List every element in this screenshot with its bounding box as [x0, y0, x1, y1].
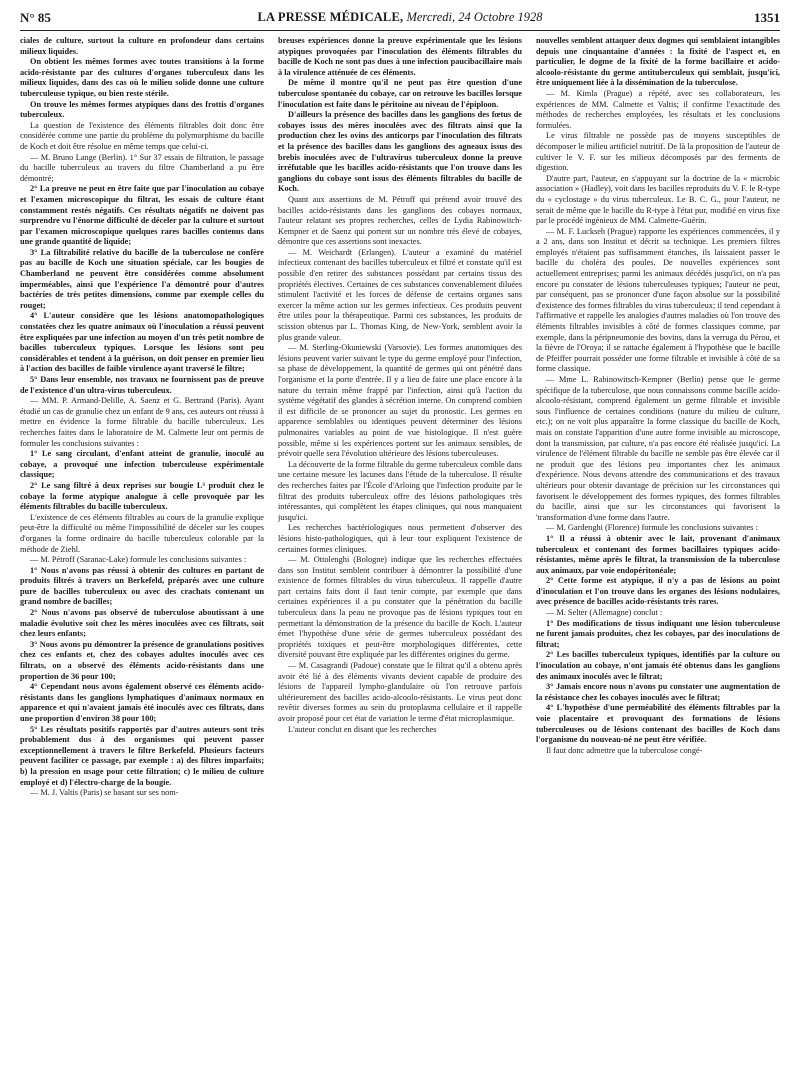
paragraph: 5° Dans leur ensemble, nos travaux ne fournissent pas de preuve de l'existence d'un ultra-virus tuberculeux.	[20, 375, 264, 395]
paragraph: 3° Jamais encore nous n'avons pu constater une augmentation de la résistance chez les cobayes inoculés avec le filtrat;	[536, 682, 780, 702]
column-3	[536, 36, 780, 1070]
paragraph: — M. Sterling-Okuniewski (Varsovie). Les formes anatomiques des lésions peuvent varier suivant le type du germe employé pour l'infection, sa phase de développement, la quantité de germes qui ont pénétré dans l'organisme et la porte d'entrée. Il y a lieu de faire une place encore à la nature du terrain même frappé par l'infection, ainsi qu'à l'action du système végétatif des glandes à sécrétion interne. On comprend combien il est difficile de se prononcer au sujet du pronostic. Les germes en apparence semblables ou identiques peuvent déterminer des lésions pulmonaires variables au point de vue histologique. Il n'est guère possible, même si les expériences portent sur les animaux sensibles, de prévoir quelle sera l'évolution ultérieure des lésions tuberculeuses.	[278, 343, 522, 459]
paragraph: 5° Les résultats positifs rapportés par d'autres auteurs sont très probablement dus à des organismes qui peuvent passer exceptionnellement à travers le filtre Berkefeld. Plusieurs facteurs peuvent faciliter ce passage, par exemple : a) des filtres imparfaits; b) la pression en usage pour cette filtration; c) le milieu de culture employé et d) l'électro-charge de la bougie.	[20, 724, 264, 787]
paragraph: — Mme L. Rabinowitsch-Kempner (Berlin) pense que le germe spécifique de la tuberculose, que nous connaissons comme bacille acido-alcoolo-résistant, comprend également un germe filtrable et invisible sous l'influence de certaines conditions (nature du milieu de culture, etc.); on ne voit plus apparaître la forme classique du bacille de Koch, mais on constate l'apparition d'une autre forme invisible au microscope, dont la transmission, par culture, n'a pas encore été réalisée jusqu'ici. La virulence de l'élément filtrable du bacille ne semble pas être élevée car il ne produit que des lésions peu importantes chez les animaux d'expérience. Nous devons attendre des communications et des travaux ultérieurs pour obtenir davantage de précision sur les circonstances qui favorisent le développement des formes typiques, des formes filtrables du bacille, ainsi que sur les circonstances qui favorisent la 'transformation d'une forme dans l'autre.	[536, 375, 780, 522]
paragraph: 2° Nous n'avons pas observé de tuberculose aboutissant à une maladie évolutive soit chez les mères inoculées avec ces filtrats, soit chez leurs enfants;	[20, 608, 264, 639]
issue-date: Mercredi, 24 Octobre 1928	[406, 10, 543, 24]
header-rule	[20, 30, 780, 31]
paragraph: breuses expériences donne la preuve expérimentale que les lésions atypiques provoquées par l'inoculation des éléments filtrables du bacille de Koch ne sont pas dues à une infection paucibacillaire mais à la virulence atténuée de ces éléments.	[278, 36, 522, 77]
issue-number: N° 85	[20, 10, 51, 25]
paragraph: On trouve les mêmes formes atypiques dans des frottis d'organes tuberculeux.	[20, 99, 264, 120]
paragraph: On obtient les mêmes formes avec toutes transitions à la forme acido-résistante par des cultures d'organes tuberculeux dans les milieux liquides, dans des cas où le milieu solide donne une culture tuberculeuse typique, ou bien reste stérile.	[20, 57, 264, 98]
journal-masthead	[20, 10, 780, 25]
paragraph: De même il montre qu'il ne peut pas être question d'une tuberculose spontanée du cobaye, car on retrouve les bacilles lorsque l'inoculation est faite dans le péritoine au niveau de l'épiploon.	[278, 78, 522, 109]
column-1	[20, 36, 264, 1070]
paragraph: 1° Des modifications de tissus indiquant une lésion tuberculeuse ne furent jamais produites, chez les cobayes, par des inoculations de filtrat;	[536, 618, 780, 649]
paragraph: — M. Pétroff (Saranac-Lake) formule les conclusions suivantes :	[30, 555, 247, 565]
paragraph: La question de l'existence des éléments filtrables doit donc être considérée comme une partie du problème du polymorphisme du bacille de Koch et doit être résolue en même temps que celui-ci.	[20, 120, 264, 151]
paragraph: 3° La filtrabilité relative du bacille de la tuberculose ne confère pas au bacille de Koch une situation spéciale, car les bougies de Chamberland ne peuvent être considérées comme absolument imperméables, ainsi que l'expérience l'a démontré pour d'autres bactéries de très petites dimensions, comme par exemple celles du rouget;	[20, 247, 264, 310]
paragraph: D'autre part, l'auteur, en s'appuyant sur la doctrine de la « microbic association » (Hadley), voit dans les bacilles reproduits du V. F. le R-type du « cyclostage » du virus tuberculeux. Le B. C. G., pour l'auteur, ne serait de même que le bacille du R-type à l'état pur, modifié en virus fixe par le procédé ingénieux de MM. Calmette-Guérin.	[536, 173, 780, 226]
paragraph: La découverte de la forme filtrable du germe tuberculeux comble dans une certaine mesure les lacunes dans l'étude de la tuberculose. Il résulte des recherches faites par l'École d'Arloing que l'infection produite par le filtrat des produits tuberculeux offre des lésions pathologiques très intéressantes, qui complètent les étapes cliniques, qui nous manquaient jusqu'ici.	[278, 459, 522, 522]
page-number: 1351	[754, 10, 780, 25]
paragraph: 1° Nous n'avons pas réussi à obtenir des cultures en partant de produits filtrés à travers un Berkefeld, préparés avec une culture pure de bacilles tuberculeux ou avec des crachats contenant un grand nombre de bacilles;	[20, 565, 264, 607]
column-2	[278, 36, 522, 1070]
paragraph: 3° Nous avons pu démontrer la présence de granulations positives chez ces enfants et, chez des cobayes adultes inoculés avec ces filtrats, on a observé des éléments acido-résistants dans une proportion de 36 pour 100;	[20, 639, 264, 681]
paragraph: Les recherches bactériologiques nous permettent d'observer des lésions histo-pathologiques, qui à leur tour expliquent l'existence de certaines formes cliniques.	[278, 523, 522, 554]
paragraph: Le virus filtrable ne possède pas de moyens susceptibles de décomposer le milieu artificiel nutritif. De là la proposition de l'auteur de cultiver le V. F. sur les milieux décomposés par des ferments de digestion.	[536, 131, 780, 173]
paragraph: 2° La preuve ne peut en être faite que par l'inoculation au cobaye et l'examen microscopique du filtrat, les essais de culture étant constamment restés négatifs. Ces résultats négatifs ne doivent pas surprendre vu l'énorme difficulté de déceler par la culture et surtout par l'examen microscopique quelques rares bacilles contenus dans une grande quantité de liquide;	[20, 184, 264, 247]
paragraph: — M. Gardenghi (Florence) formule les conclusions suivantes :	[546, 523, 758, 533]
paragraph: — M. Weichardt (Erlangen). L'auteur a examiné du matériel infectieux contenant des bacilles tuberculeux et filtré et constate qu'il est possible d'en retirer des substances possédant par certains tissus des propriétés électives. Certaines de ces substances convenablement diluées stimulent l'activité et les forces de défense de certains organes sans exercer la même action sur les germes infectieux. Ces produits peuvent être utiles pour la thérapeutique. Parmi ces substances, les produits de scission obtenus par L. Thomas King, de New-York, semblent avoir la plus grande valeur.	[278, 247, 522, 342]
paragraph: 2° Les bacilles tuberculeux typiques, identifiés par la culture ou l'inoculation au cobaye, n'ont jamais été obtenus dans les ganglions des animaux inoculés avec le filtrat;	[536, 650, 780, 681]
paragraph: Il faut donc admettre que la tuberculose congé-	[546, 745, 703, 755]
paragraph: — M. Casagrandi (Padoue) constate que le filtrat qu'il a obtenu après avoir été lié à des éléments vivants devient capable de produire des lésions de l'appareil lympho-glandulaire où l'on retrouve parfois ultérieurement des bacilles acido-alcoolo-résistants. Le virus peut donc revêtir diverses formes au sein du protoplasma cellulaire et il rappelle avoir proposé pour cet état de variation le terme d'état microplasmique.	[278, 661, 522, 723]
paragraph: — M. F. Luckseh (Prague) rapporte les expériences commencées, il y a 2 ans, dans son Institut et décrit sa technique. Les premiers filtres employés n'étaient pas suffisamment étanches, ils laissaient passer le bacille du choléra des poules. De nouvelles expériences sont actuellement entreprises; parmi les animaux décédés jusqu'ici, on n'a pas encore pu constater de lésions tuberculeuses typiques; l'auteur ne peut, par conséquent, pas se prononcer d'une façon absolue sur la possibilité d'existence des formes filtrables du virus tuberculeux; il tend cependant à l'affirmative et rappelle les analogies d'autres maladies où l'on trouve des éléments filtrables invisibles à côté de formes classiques comme, par exemple, dans la péripneumonie des bovins, dans la verruga du Pérou, et la fièvre de l'Oroya; il se rattache également à l'hypothèse que le bacille de Pfeiffer pourrait posséder une forme filtrable et invisible à côté de sa forme classique.	[536, 226, 780, 374]
paragraph: — M. Selter (Allemagne) conclut :	[546, 608, 663, 618]
paragraph: — M. Kimla (Prague) a répété, avec ses collaborateurs, les expériences de MM. Calmette et Valtis; il confirme l'exactitude des méthodes de recherches employées, les résultats et les conclusions formulées.	[536, 88, 780, 130]
paragraph: 2° Le sang filtré à deux reprises sur bougie L³ produit chez le cobaye la forme atypique analogue à celle provoquée par les éléments filtrables du bacille tuberculeux.	[20, 480, 264, 512]
paragraph: 4° Cependant nous avons également observé ces éléments acido-résistants dans les ganglions lymphatiques d'animaux normaux en apparence et qui n'avaient jamais été inoculés avec ces filtrats, dans une proportion d'environ 38 pour 100;	[20, 682, 264, 723]
paragraph: 4° L'hypothèse d'une perméabilité des éléments filtrables par la voie placentaire et provoquant des formations de lésions tuberculeuses ou de lésions contenant des bacilles de Koch dans l'organisme du nouveau-né ne peut être vérifiée.	[536, 703, 780, 745]
paragraph: ciales de culture, surtout la culture en profondeur dans certains milieux liquides.	[20, 36, 264, 56]
paragraph: 4° L'auteur considère que les lésions anatomopathologiques constatées chez les quatre animaux où l'inoculation a réussi peuvent être expliquées par une infection au moyen d'un très petit nombre de bacilles tuberculeux typiques. Lorsque les lésions sont peu considérables et tendent à la guérison, on doit penser en premier lieu à l'action des bacilles de faible virulence ayant traversé le filtre;	[20, 311, 264, 374]
paragraph: D'ailleurs la présence des bacilles dans les ganglions des fœtus de cobayes issus des mères inoculées avec des filtrats ainsi que la production chez les ovins des anticorps par l'inoculation des filtrats et la présence des bacilles dans les ganglions des agneaux issus des brebis inoculées avec de l'ultravirus tuberculeux donne la preuve irréfutable que les bacilles acido-résistants que l'on trouve dans les ganglions du cobaye sont issus des éléments filtrables du bacille de Koch.	[278, 110, 522, 194]
paragraph: 1° Il a réussi à obtenir avec le lait, provenant d'animaux tuberculeux et contenant des formes bacillaires typiques acido-résistantes, même après le filtrat, la transmission de la tuberculose aux animaux, par voie endopéritonéale;	[536, 533, 780, 575]
paragraph: nouvelles semblent attaquer deux dogmes qui semblaient intangibles depuis une cinquantaine d'années : la fixité de l'aspect et, en particulier, le dogme de la fixité de la forme bacillaire et acido-alcoolo-résistante du germe antituberculeux qui semblait, jusqu'ici, être uniquement liée à la dissémination de la tuberculose.	[536, 36, 780, 88]
paragraph: 2° Cette forme est atypique, il n'y a pas de lésions au point d'inoculation et l'on trouve dans les organes des lésions nodulaires, avec présence de bacilles acido-résistants très rares.	[536, 576, 780, 607]
paragraph: L'existence de ces éléments filtrables au cours de la granulie explique peut-être la difficulté ou même l'impossibilité de déceler sur les coupes d'organes la forme ordinaire du bacille tuberculeux colorable par la méthode de Ziehl.	[20, 512, 264, 554]
paragraph: — M. Ottolenghi (Bologne) indique que les recherches effectuées dans son Institut semblent contribuer à démontrer la possibilité d'une existence de formes filtrables du virus tuberculeux. Il rappelle d'autre part certains faits dont il faut tenir compte, par exemple que dans certaines expériences il a pu constater que la pénétration du bacille tuberculeux dans la peau ne provoque pas de lésions typiques tout en permettant la démonstration de la présence du bacille de Koch. L'auteur émet l'hypothèse d'une série de germes tuberculeux possédant des propriétés toxiques et peut-être morphologiques différentes, cette diversité pouvant être expliquée par les différentes origines du germe.	[278, 555, 522, 660]
paragraph: — M. J. Valtis (Paris) se basant sur ses nom-	[30, 788, 179, 798]
paragraph: — M. Bruno Lange (Berlin). 1° Sur 37 essais de filtration, le passage du bacille tuberculeux au travers du filtre Chamberland a pu être démontré;	[20, 152, 264, 183]
journal-title: LA PRESSE MÉDICALE,	[257, 10, 404, 24]
paragraph: — MM. P. Armand-Delille, A. Saenz et G. Bertrand (Paris). Ayant étudié un cas de granulie chez un enfant de 9 ans, ces auteurs ont réussi à mettre en évidence la forme filtrable du bacille tuberculeux. Les recherches faites dans le laboratoire de M. Calmette leur ont permis de formuler les conclusions suivantes :	[20, 396, 264, 448]
paragraph: L'auteur conclut en disant que les recherches	[288, 724, 437, 734]
running-header	[20, 6, 780, 32]
paragraph: Quant aux assertions de M. Pétroff qui prétend avoir trouvé des bacilles acido-résistants dans les ganglions des cobayes normaux, l'auteur relatant ses propres recherches, celles de Lydia Rabinowitch-Kempner et de Saenz qui portent sur un nombre très élevé de cobayes, démontre que ces assertions sont inexactes.	[278, 194, 522, 247]
paragraph: 1° Le sang circulant, d'enfant atteint de granulie, inoculé au cobaye, a provoqué une infection tuberculeuse expérimentale classique;	[20, 449, 264, 480]
